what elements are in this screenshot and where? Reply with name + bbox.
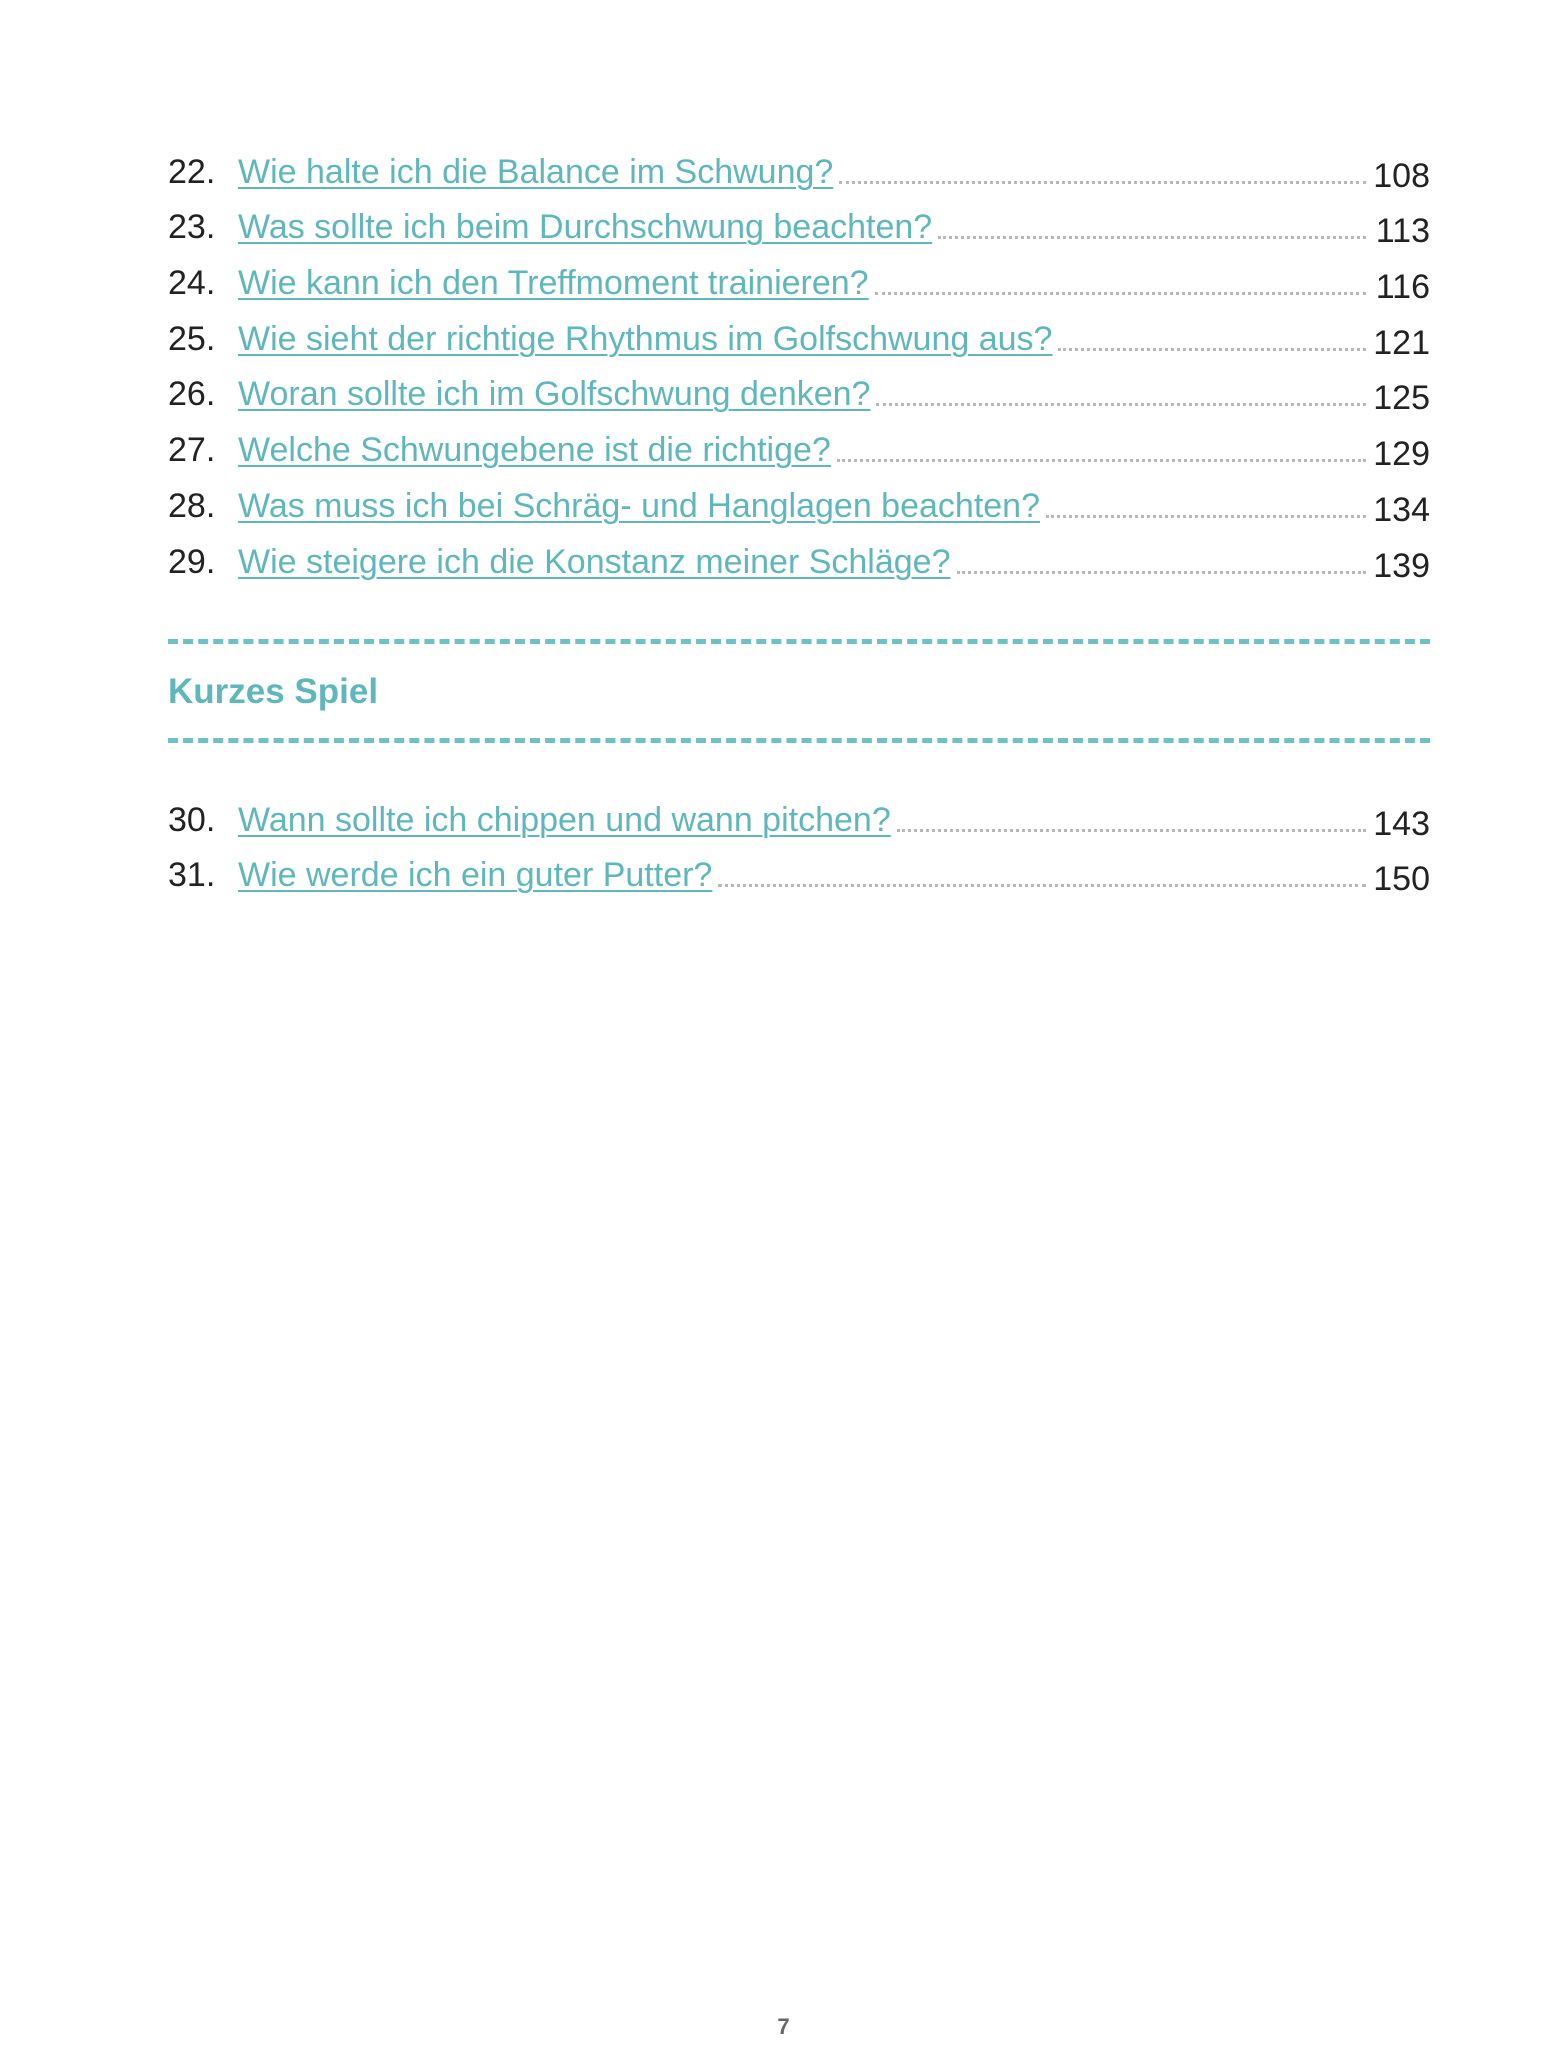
toc-entry xyxy=(168,784,1430,843)
dot-leader xyxy=(1046,515,1366,518)
toc-entry-number: 28. xyxy=(168,486,216,525)
toc-entry-page: 139 xyxy=(1373,546,1430,585)
toc-entry-link[interactable]: Wie kann ich den Treffmoment trainieren? xyxy=(238,264,869,303)
toc-entry-link[interactable]: Wann sollte ich chippen und wann pitchen? xyxy=(238,800,891,839)
toc-entry-number: 22. xyxy=(168,152,216,191)
toc-entry-page: 116 xyxy=(1375,268,1430,307)
toc-entry-link[interactable]: Was sollte ich beim Durchschwung beachten? xyxy=(238,208,933,247)
toc-list-main xyxy=(168,136,1430,585)
toc-entry-number: 23. xyxy=(168,208,216,247)
toc-entry-link[interactable]: Wie sieht der richtige Rhythmus im Golfschwung aus? xyxy=(238,319,1053,358)
toc-entry-number: 26. xyxy=(168,375,216,414)
toc-entry-link[interactable]: Welche Schwungebene ist die richtige? xyxy=(238,431,831,470)
toc-entry-link[interactable]: Wie halte ich die Balance im Schwung? xyxy=(238,152,834,191)
section-divider-bottom xyxy=(168,738,1430,743)
toc-entry xyxy=(168,840,1430,899)
page-number: 7 xyxy=(777,2014,790,2039)
dot-leader xyxy=(875,292,1366,295)
toc-entry-number: 30. xyxy=(168,800,216,839)
toc-entry-page: 108 xyxy=(1373,156,1430,195)
dot-leader xyxy=(718,884,1366,887)
dot-leader xyxy=(897,829,1366,832)
dot-leader xyxy=(839,181,1366,184)
toc-entry-link[interactable]: Was muss ich bei Schräg- und Hanglagen beachten? xyxy=(238,486,1040,525)
toc-entry-link[interactable]: Wie steigere ich die Konstanz meiner Schläge? xyxy=(238,542,951,581)
toc-entry xyxy=(168,526,1430,585)
toc-entry-page: 113 xyxy=(1375,212,1430,251)
toc-entry xyxy=(168,136,1430,195)
toc-entry-page: 129 xyxy=(1373,435,1430,474)
dot-leader xyxy=(1058,348,1366,351)
toc-entry xyxy=(168,414,1430,474)
toc-entry-page: 125 xyxy=(1373,379,1430,418)
dot-leader xyxy=(957,571,1367,574)
toc-entry xyxy=(168,303,1430,362)
section-divider-top xyxy=(168,639,1430,644)
dot-leader xyxy=(938,236,1366,239)
dot-leader xyxy=(876,403,1366,406)
toc-entry-number: 27. xyxy=(168,431,216,470)
toc-entry xyxy=(168,470,1430,529)
toc-entry-number: 24. xyxy=(168,264,216,303)
toc-entry xyxy=(168,359,1430,418)
toc-entry-number: 25. xyxy=(168,319,216,358)
toc-entry-page: 134 xyxy=(1373,490,1430,529)
toc-entry-link[interactable]: Woran sollte ich im Golfschwung denken? xyxy=(238,375,871,414)
toc-entry-page: 143 xyxy=(1373,804,1430,843)
toc-entry-page: 150 xyxy=(1373,860,1430,899)
dot-leader xyxy=(837,459,1366,462)
toc-entry-number: 29. xyxy=(168,542,216,581)
toc-entry-page: 121 xyxy=(1373,323,1430,362)
toc-entry-link[interactable]: Wie werde ich ein guter Putter? xyxy=(238,856,713,895)
toc-entry-number: 31. xyxy=(168,856,216,895)
toc-list-short-game xyxy=(168,784,1430,899)
toc-entry xyxy=(168,247,1430,307)
toc-entry xyxy=(168,192,1430,251)
section-heading: Kurzes Spiel xyxy=(168,672,379,711)
